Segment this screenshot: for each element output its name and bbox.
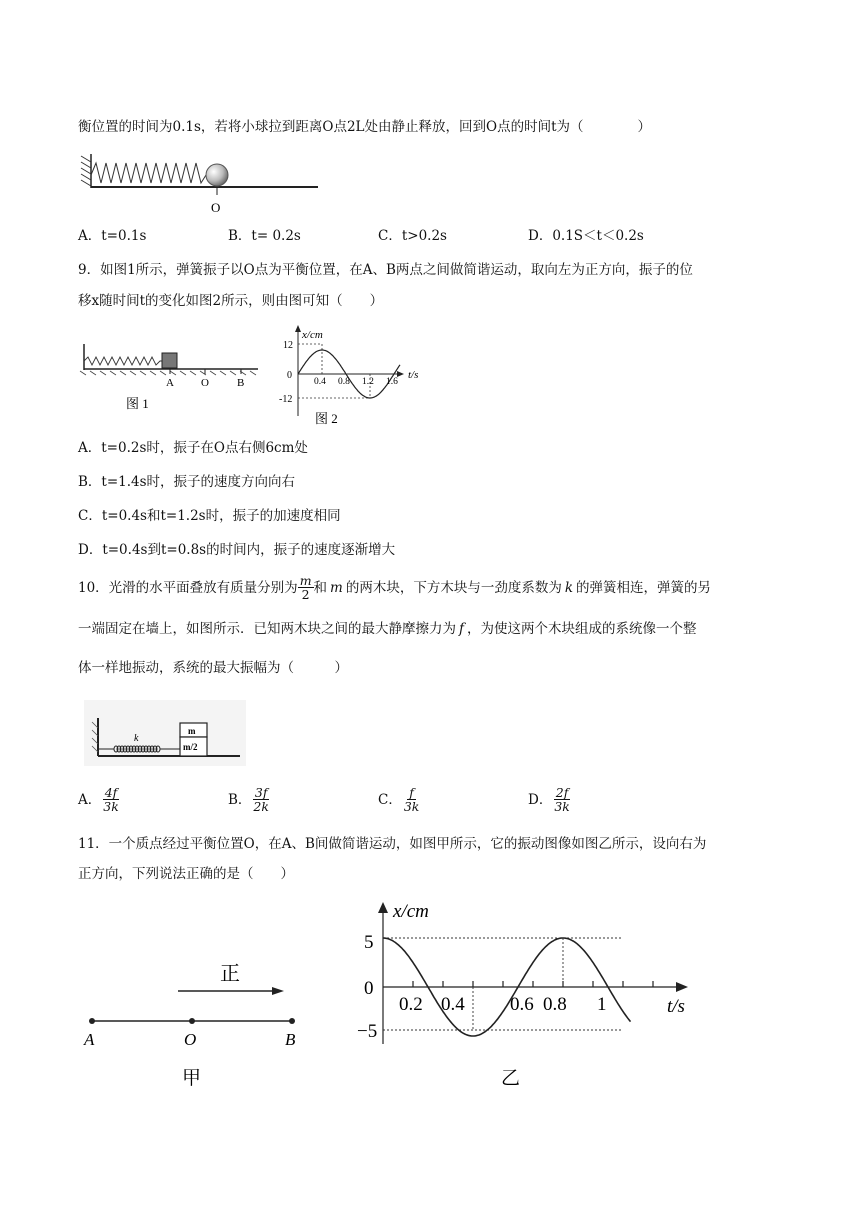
q9-option-a: A．t=0.2s时，振子在O点右侧6cm处: [78, 440, 308, 456]
q9-fig1-caption: 图 1: [126, 396, 149, 411]
q11-jia-label-o: O: [184, 1030, 197, 1049]
q10-frac-num: m: [299, 573, 312, 588]
q11-jia-label-b: B: [285, 1030, 296, 1049]
q10-option-a: [78, 786, 121, 813]
q9-figure1: [78, 338, 263, 418]
q8-stem-tail: 衡位置的时间为0.1s，若将小球拉到距离O点2L处由静止释放，回到O点的时间t为（ ）: [78, 119, 652, 135]
q10-line2-a: 一端固定在墙上，如图所示．已知两木块之间的最大静摩擦力为: [78, 621, 456, 637]
q11-yi-xtick-4: 0.8: [543, 994, 567, 1015]
q10-fig-top-block: m: [188, 726, 196, 736]
q10-option-d-den: 3k: [554, 799, 570, 815]
q10-stem-line2: [78, 621, 697, 637]
q8-option-b: B．t= 0.2s: [228, 228, 301, 244]
q9-fig2-ytick-neg: -12: [279, 394, 293, 405]
q10-option-d-num: 2f: [555, 785, 569, 800]
q10-option-a-label: A．: [78, 791, 102, 808]
q9-fig1-label-a: A: [166, 377, 174, 389]
q11-stem-line1: 11．一个质点经过平衡位置O，在A、B间做简谐运动，如图甲所示，它的振动图像如图乙所示，设向右为: [78, 836, 707, 852]
q11-yi-caption: 乙: [501, 1068, 521, 1089]
q11-figure-yi: [355, 898, 700, 1090]
q10-fig-spring-label: k: [134, 733, 139, 744]
q10-option-d-label: D．: [528, 791, 553, 808]
q11-figure-jia: [78, 958, 308, 1088]
q9-fig2-ytick-zero: 0: [287, 370, 292, 381]
q10-option-d-fraction: [552, 786, 572, 813]
q9-fig2-ylabel: x/cm: [302, 329, 323, 341]
q10-option-c-fraction: [402, 786, 422, 813]
q10-option-c-den: 3k: [403, 799, 420, 815]
q9-stem-line1: 9．如图1所示，弹簧振子以O点为平衡位置，在A、B两点之间做简谐运动，取向左为正方向，振子的位: [78, 262, 693, 278]
q9-option-b: B．t=1.4s时，振子的速度方向向右: [78, 474, 296, 490]
q10-option-a-num: 4f: [104, 785, 118, 800]
q10-option-a-fraction: [101, 786, 121, 813]
q8-label-o: O: [211, 200, 221, 215]
q10-option-c: [378, 786, 421, 813]
q10-option-c-label: C．: [378, 791, 402, 808]
q10-figure: [84, 700, 246, 766]
q9-fig2-caption: 图 2: [315, 411, 338, 426]
q9-fig2-xtick-2: 0.8: [338, 377, 350, 387]
q9-fig2-ytick-pos: 12: [283, 340, 293, 351]
q10-option-b: [228, 786, 271, 813]
q10-option-b-den: 2k: [253, 799, 269, 815]
q10-line1-d: 的弹簧相连，弹簧的另: [576, 579, 712, 596]
q11-yi-ytick-zero: 0: [364, 978, 374, 999]
q11-yi-xtick-3: 0.6: [510, 994, 534, 1015]
q11-jia-label-a: A: [84, 1030, 95, 1049]
q10-stem-line1: [78, 574, 711, 601]
q11-yi-ytick-neg: −5: [357, 1021, 378, 1042]
q8-option-c: C．t>0.2s: [378, 228, 447, 244]
q9-fig2-xlabel: t/s: [408, 369, 419, 381]
q11-stem-line2: 正方向，下列说法正确的是（ ）: [78, 866, 294, 882]
q10-line1-a: 10．光滑的水平面叠放有质量分别为: [78, 579, 298, 596]
q8-option-d: D．0.1S＜t＜0.2s: [528, 228, 644, 244]
q11-yi-xtick-5: 1: [597, 994, 607, 1015]
q9-stem-line2: 移x随时间t的变化如图2所示，则由图可知（ ）: [78, 293, 384, 309]
q9-option-c: C．t=0.4s和t=1.2s时，振子的加速度相同: [78, 508, 341, 524]
q9-fig1-label-b: B: [237, 377, 245, 389]
q10-var-m: m: [330, 579, 343, 596]
q11-jia-arrow-label: 正: [220, 963, 240, 985]
q10-line1-c: 的两木块，下方木块与一劲度系数为: [345, 579, 562, 596]
q9-fig2-xtick-3: 1.2: [362, 377, 374, 387]
q10-option-b-fraction: [251, 786, 271, 813]
q9-figure2: [270, 322, 440, 428]
q10-option-a-den: 3k: [103, 799, 119, 815]
q10-option-b-num: 3f: [254, 785, 268, 800]
q10-line1-b: 和: [313, 579, 328, 596]
q10-line2-b: ，为使这两个木块组成的系统像一个整: [467, 621, 697, 637]
q10-fraction-m-over-2: [298, 574, 314, 601]
q11-yi-xlabel: t/s: [667, 996, 685, 1017]
q9-option-d: D．t=0.4s到t=0.8s的时间内，振子的速度逐渐增大: [78, 542, 396, 558]
q10-fig-bottom-block: m/2: [183, 742, 198, 752]
q8-figure: [78, 150, 323, 216]
q11-yi-ytick-pos: 5: [364, 932, 374, 953]
q8-option-a: A．t=0.1s: [78, 228, 147, 244]
q10-frac-den: 2: [301, 587, 310, 603]
q11-yi-ylabel: x/cm: [393, 901, 429, 922]
q11-yi-xtick-1: 0.2: [399, 994, 423, 1015]
q9-fig2-xtick-1: 0.4: [314, 377, 326, 387]
q10-option-d: [528, 786, 572, 813]
q10-option-c-num: f: [409, 785, 414, 800]
q10-var-f: f: [459, 621, 464, 637]
q10-var-k: k: [564, 579, 574, 596]
q9-fig1-label-o: O: [201, 377, 209, 389]
q11-yi-xtick-2: 0.4: [441, 994, 465, 1015]
q10-option-b-label: B．: [228, 791, 252, 808]
q9-fig2-xtick-4: 1.6: [386, 377, 398, 387]
q10-stem-line3: 体一样地振动，系统的最大振幅为（ ）: [78, 660, 348, 676]
q11-jia-caption: 甲: [182, 1068, 202, 1088]
